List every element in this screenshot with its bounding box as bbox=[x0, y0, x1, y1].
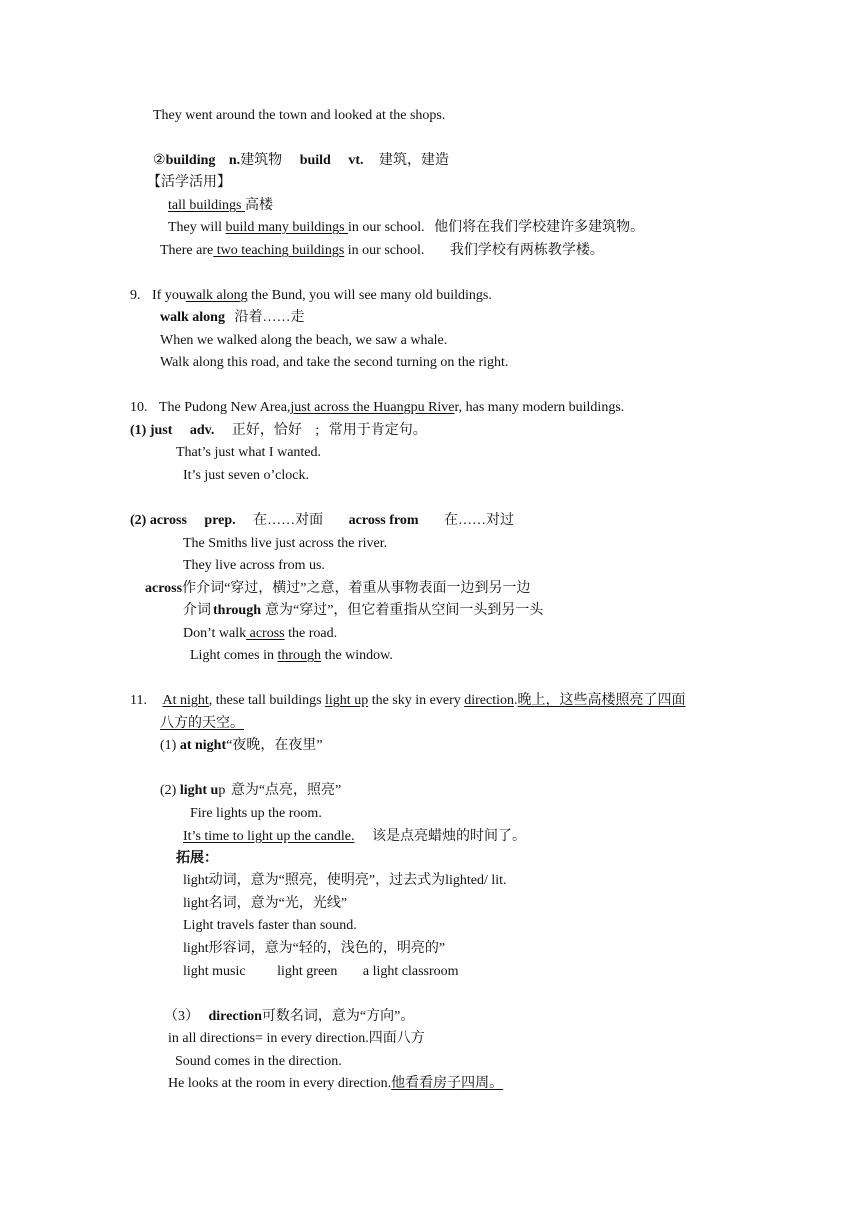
underlined-phrase: build many buildings bbox=[225, 220, 349, 235]
text: If you bbox=[152, 288, 186, 303]
text: 名词，意为“光，光线” bbox=[208, 896, 348, 911]
example-sentence: They live across from us. bbox=[183, 558, 325, 573]
usage-note bbox=[145, 579, 531, 599]
text: light bbox=[183, 941, 209, 956]
example-phrase bbox=[168, 196, 273, 216]
point-number: (2) bbox=[160, 783, 177, 798]
translation: 他看看房子四周。 bbox=[391, 1076, 504, 1091]
text: Light comes in bbox=[190, 648, 278, 663]
point-at-night bbox=[160, 736, 323, 756]
translation: 八方的天空。 bbox=[160, 716, 244, 731]
point-number: (1) bbox=[160, 738, 177, 753]
circled-number: ② bbox=[153, 153, 166, 168]
translation: 四面八方 bbox=[368, 1031, 425, 1046]
example-sentence: Fire lights up the room. bbox=[190, 806, 322, 821]
item-11-sentence bbox=[130, 691, 686, 711]
headword: across bbox=[145, 581, 183, 596]
example-sentence bbox=[160, 241, 604, 261]
meaning: 意为“点亮，照亮” bbox=[230, 783, 342, 798]
underlined-phrase: tall buildings bbox=[168, 198, 245, 213]
text: in all directions= in every direction. bbox=[168, 1031, 369, 1046]
headword: direction bbox=[208, 1009, 262, 1024]
example-sentence: The Smiths live just across the river. bbox=[183, 536, 388, 551]
item-number: 10. bbox=[130, 400, 148, 415]
text: 作介词“穿过，横过”之意，着重从事物表面一边到另一边 bbox=[182, 581, 531, 596]
example-sentence: When we walked along the beach, we saw a whale. bbox=[160, 333, 448, 348]
underlined-phrase: across bbox=[246, 626, 285, 641]
text: r, has many modern buildings. bbox=[454, 400, 625, 415]
extension-line bbox=[183, 871, 507, 891]
item-9-sentence bbox=[130, 286, 492, 306]
example-sentence bbox=[160, 827, 526, 847]
text: light bbox=[183, 873, 209, 888]
translation-continued bbox=[160, 714, 258, 734]
example-sentence bbox=[183, 624, 337, 644]
text: p bbox=[218, 783, 226, 798]
headword: (2) across bbox=[130, 513, 187, 528]
meaning: 建筑物 bbox=[240, 153, 283, 168]
text: 意为“穿过”，但它着重指从空间一头到另一头 bbox=[264, 603, 544, 618]
extension-heading bbox=[176, 849, 218, 869]
translation: 晚上，这些高楼照亮了四面 bbox=[517, 693, 686, 708]
example-sentence bbox=[168, 218, 644, 238]
usage-note: 常用于肯定句。 bbox=[328, 423, 427, 438]
text: the window. bbox=[321, 648, 393, 663]
text: The Pudong New Area, bbox=[159, 400, 291, 415]
underlined-phrase: direction bbox=[464, 693, 514, 708]
meaning: 沿着……走 bbox=[234, 310, 305, 325]
text: light green bbox=[277, 964, 338, 979]
translation: 我们学校有两栋教学楼。 bbox=[449, 243, 604, 258]
headword: walk along bbox=[160, 310, 225, 325]
underlined-sentence: It’s time to light up the candle. bbox=[183, 829, 355, 844]
text: in our school. bbox=[344, 243, 425, 258]
headword: at night bbox=[179, 738, 227, 753]
underlined-phrase: just across the Huangpu Rive bbox=[290, 400, 455, 415]
point-number: （3） bbox=[164, 1009, 199, 1024]
headword: (1) just bbox=[130, 423, 173, 438]
headword: across from bbox=[348, 513, 419, 528]
example-sentence: That’s just what I wanted. bbox=[176, 445, 322, 460]
separator: ; bbox=[315, 423, 320, 438]
headword: building bbox=[165, 153, 216, 168]
point-heading-just bbox=[130, 421, 427, 441]
meaning: 在……对过 bbox=[444, 513, 515, 528]
meaning: 建筑，建造 bbox=[379, 153, 449, 168]
part-of-speech: prep. bbox=[204, 513, 236, 528]
text: light bbox=[183, 896, 209, 911]
text: . bbox=[514, 693, 518, 708]
example-sentence: It’s just seven o’clock. bbox=[183, 468, 309, 483]
text: a light classroom bbox=[362, 964, 459, 979]
practice-heading: 【活学活用】 bbox=[147, 175, 231, 190]
heading: 拓展： bbox=[176, 851, 218, 866]
example-sentence: They went around the town and looked at the shops. bbox=[153, 108, 446, 123]
item-number: 9. bbox=[130, 288, 141, 303]
text: the sky in every bbox=[368, 693, 465, 708]
text: the road. bbox=[284, 626, 338, 641]
text: 形容词，意为“轻的，浅色的，明亮的” bbox=[208, 941, 446, 956]
underlined-phrase: At night bbox=[162, 693, 209, 708]
text: 介词 bbox=[183, 603, 211, 618]
extension-line bbox=[183, 894, 347, 914]
underlined-phrase: walk along bbox=[185, 288, 248, 303]
text: 动词，意为“照亮，使明亮”，过去式为 bbox=[208, 873, 446, 888]
meaning: 正好，恰好 bbox=[231, 423, 302, 438]
example-sentence bbox=[190, 646, 393, 666]
vocab-heading-building bbox=[153, 151, 449, 171]
extension-line bbox=[183, 939, 445, 959]
point-light-up bbox=[160, 781, 341, 801]
example-sentence: Sound comes in the direction. bbox=[175, 1054, 342, 1069]
example-phrases bbox=[183, 962, 459, 982]
part-of-speech: n. bbox=[228, 153, 241, 168]
point-direction bbox=[164, 1007, 414, 1027]
phrase-heading bbox=[160, 308, 304, 328]
text: They will bbox=[168, 220, 226, 235]
meaning: “夜晚，在夜里” bbox=[226, 738, 323, 753]
example-sentence: Walk along this road, and take the second turning on the right. bbox=[160, 355, 509, 370]
text: Don’t walk bbox=[183, 626, 247, 641]
part-of-speech: adv. bbox=[189, 423, 215, 438]
meaning: 可数名词，意为“方向”。 bbox=[261, 1009, 415, 1024]
item-number: 11. bbox=[130, 693, 147, 708]
translation: 高楼 bbox=[245, 198, 273, 213]
underlined-phrase: through bbox=[277, 648, 322, 663]
part-of-speech: vt. bbox=[348, 153, 364, 168]
text: lighted/ lit. bbox=[445, 873, 507, 888]
headword: light u bbox=[179, 783, 219, 798]
text: He looks at the room in every direction. bbox=[168, 1076, 392, 1091]
underlined-phrase: two teaching buildings bbox=[213, 243, 345, 258]
translation: 该是点亮蜡烛的时间了。 bbox=[371, 829, 526, 844]
example-sentence bbox=[168, 1029, 425, 1049]
point-heading-across bbox=[130, 511, 514, 531]
headword: through bbox=[213, 603, 261, 618]
translation: 他们将在我们学校建许多建筑物。 bbox=[434, 220, 645, 235]
text: , these tall buildings bbox=[208, 693, 326, 708]
underlined-phrase: light up bbox=[325, 693, 369, 708]
example-sentence bbox=[168, 1074, 503, 1094]
meaning: 在……对面 bbox=[253, 513, 324, 528]
text: There are bbox=[160, 243, 214, 258]
text: light music bbox=[183, 964, 246, 979]
item-10-sentence bbox=[130, 398, 624, 418]
headword: build bbox=[299, 153, 331, 168]
text: the Bund, you will see many old buildings. bbox=[247, 288, 492, 303]
usage-note bbox=[183, 601, 543, 621]
text: in our school. bbox=[348, 220, 425, 235]
example-sentence: Light travels faster than sound. bbox=[183, 918, 357, 933]
